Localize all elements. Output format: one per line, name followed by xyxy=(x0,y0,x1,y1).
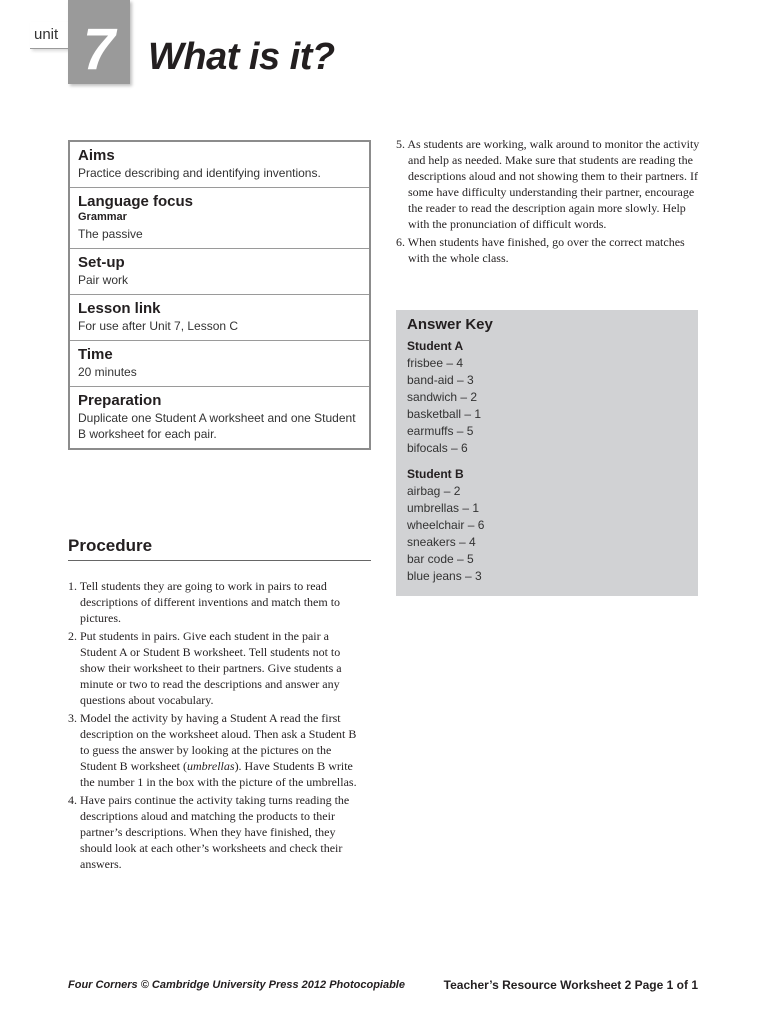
unit-number: 7 xyxy=(68,0,130,84)
info-subheading: Grammar xyxy=(78,211,127,223)
footer-page-info: Teacher’s Resource Worksheet 2 Page 1 of 1 xyxy=(443,978,698,992)
info-text: 20 minutes xyxy=(78,365,137,379)
procedure-step xyxy=(68,710,368,790)
info-setup xyxy=(70,249,369,295)
info-heading: Set-up xyxy=(78,254,125,271)
procedure-step: 2. Put students in pairs. Give each student in the pair a Student A or Student B worksheet. Tell students not to show their worksheet to their partners. Give students a minute or two to read the descriptions and answer any questions about vocabulary. xyxy=(68,629,342,707)
lesson-info-box xyxy=(68,140,371,450)
info-time xyxy=(70,341,369,387)
answer-item: blue jeans – 3 xyxy=(407,569,482,583)
answer-item: sneakers – 4 xyxy=(407,535,476,549)
procedure-steps-left xyxy=(68,578,368,874)
info-heading: Time xyxy=(78,346,113,363)
info-text: The passive xyxy=(78,227,143,241)
info-text: Duplicate one Student A worksheet and one Student B worksheet for each pair. xyxy=(78,411,356,441)
footer-copyright: Four Corners © Cambridge University Press 2012 Photocopiable xyxy=(68,979,405,991)
unit-label: unit xyxy=(30,22,70,49)
answer-item: wheelchair – 6 xyxy=(407,518,485,532)
info-lesson-link xyxy=(70,295,369,341)
answer-item: airbag – 2 xyxy=(407,484,461,498)
info-preparation xyxy=(70,387,369,448)
info-language-focus xyxy=(70,188,369,249)
procedure-heading: Procedure xyxy=(68,536,371,561)
info-aims xyxy=(70,142,369,188)
answer-key-student-a: Student A xyxy=(407,339,464,353)
answer-key-box xyxy=(396,310,698,596)
procedure-step-text: 3. Model the activity by having a Student A read the first description on the worksheet aloud. Then ask a Student B to guess the answer by looking at the pictures on the Student B worksheet ( xyxy=(68,711,357,773)
procedure-step-italic: umbrellas xyxy=(187,759,235,773)
answer-item: bifocals – 6 xyxy=(407,441,468,455)
procedure-step-text: ). Have Students B write the number 1 in the box with the picture of the umbrellas. xyxy=(80,759,357,789)
info-text: Pair work xyxy=(78,273,129,287)
info-text: Practice describing and identifying inventions. xyxy=(78,166,321,180)
answer-item: sandwich – 2 xyxy=(407,390,478,404)
answer-item: basketball – 1 xyxy=(407,407,482,421)
answer-item: umbrellas – 1 xyxy=(407,501,480,515)
procedure-step: 5. As students are working, walk around to monitor the activity and help as needed. Make sure that students are reading the descriptions aloud and not showing them to their partners. If some have difficulty understanding their partner, encourage the reader to read the description again more slowly. Help with the pronunciation of difficult words. xyxy=(396,137,700,231)
answer-key-student-b: Student B xyxy=(407,467,464,481)
procedure-step: 6. When students have finished, go over the correct matches with the whole class. xyxy=(396,235,685,265)
answer-item: frisbee – 4 xyxy=(407,356,464,370)
page-title: What is it? xyxy=(148,36,335,78)
procedure-step: 1. Tell students they are going to work in pairs to read descriptions of different inventions and match them to pictures. xyxy=(68,579,341,625)
info-text: For use after Unit 7, Lesson C xyxy=(78,319,239,333)
answer-key-title: Answer Key xyxy=(407,316,493,333)
procedure-steps-right xyxy=(396,136,702,268)
info-heading: Preparation xyxy=(78,392,162,409)
answer-item: earmuffs – 5 xyxy=(407,424,474,438)
answer-item: band-aid – 3 xyxy=(407,373,474,387)
answer-item: bar code – 5 xyxy=(407,552,474,566)
info-heading: Language focus xyxy=(78,193,194,210)
procedure-step: 4. Have pairs continue the activity taking turns reading the descriptions aloud and matching the products to their partner’s descriptions. When they have finished, they should look at each other’s worksheets and check their answers. xyxy=(68,793,350,871)
info-heading: Lesson link xyxy=(78,300,161,317)
info-heading: Aims xyxy=(78,147,115,164)
